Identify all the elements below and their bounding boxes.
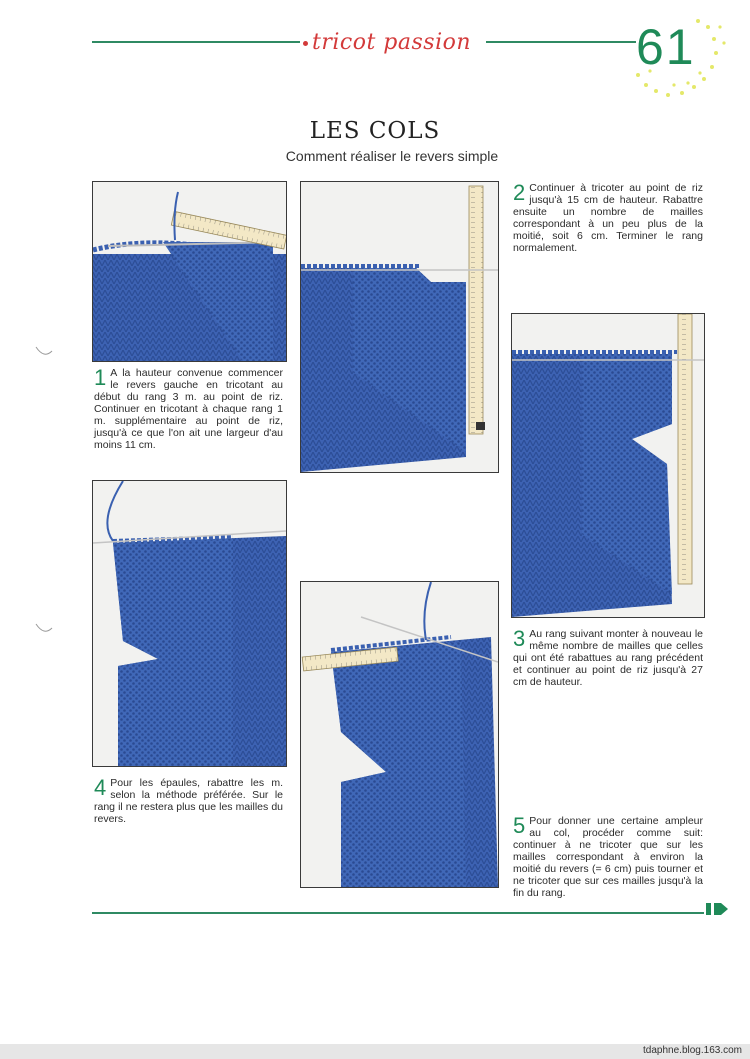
- footer-strip: [0, 1044, 750, 1059]
- photo-step-5: [300, 581, 499, 888]
- page-number: 61: [636, 19, 696, 75]
- step-3-text: [513, 628, 703, 688]
- header-rule-left: [92, 41, 300, 43]
- page-title: LES COLS: [309, 118, 441, 144]
- step-5-number: 5: [513, 813, 526, 838]
- step-2-body: Continuer à tricoter au point de riz jusqu'à 15 cm de hauteur. Rabattre ensuite un nombre de mailles correspondant à un peu plus de la moitié, soit 6 cm. Terminer le rang normalement.: [513, 182, 703, 254]
- step-2-number: 2: [513, 180, 526, 205]
- step-1-body: A la hauteur convenue commencer le revers gauche en tricotant au début du rang 3 m. au point de riz. Continuer en tricotant à chaque rang 1 m. supplémentaire au point de riz, jusqu'à ce que l'on ait une largeur d'au moins 11 cm.: [94, 367, 283, 451]
- footer-watermark: tdaphne.blog.163.com: [643, 1045, 742, 1056]
- photo-step-3: [511, 313, 705, 618]
- step-5-text: [513, 815, 703, 899]
- page-subtitle: Comment réaliser le revers simple: [285, 148, 499, 164]
- punch-hole-icon: [34, 345, 54, 357]
- next-page-arrow-icon[interactable]: [706, 901, 730, 917]
- step-1-number: 1: [94, 365, 107, 390]
- step-4-text: [94, 777, 283, 825]
- step-3-number: 3: [513, 626, 526, 651]
- step-1-text: [94, 367, 283, 451]
- brand-dot: [303, 41, 308, 46]
- step-3-body: Au rang suivant monter à nouveau le même nombre de mailles que celles qui ont été rabattues au rang précédent et continuer au point de riz jusqu'à 27 cm de hauteur.: [513, 628, 703, 688]
- step-5-body: Pour donner une certaine ampleur au col, procéder comme suit: continuer à ne tricoter que sur les mailles correspondant à environ la moitié du revers (= 6 cm) puis tourner et ne tricoter que sur ces mailles jusqu'à la fin du rang.: [513, 815, 703, 899]
- photo-step-4: [92, 480, 287, 767]
- step-4-body: Pour les épaules, rabattre les m. selon la méthode préférée. Sur le rang il ne restera plus que les mailles du revers.: [94, 777, 283, 825]
- photo-step-1: [92, 181, 287, 362]
- photo-step-2: [300, 181, 499, 473]
- step-4-number: 4: [94, 775, 107, 800]
- footer-rule: [92, 912, 704, 914]
- punch-hole-icon: [34, 622, 54, 634]
- brand-title: tricot passion: [312, 30, 472, 55]
- header-rule-right: [486, 41, 636, 43]
- step-2-text: [513, 182, 703, 254]
